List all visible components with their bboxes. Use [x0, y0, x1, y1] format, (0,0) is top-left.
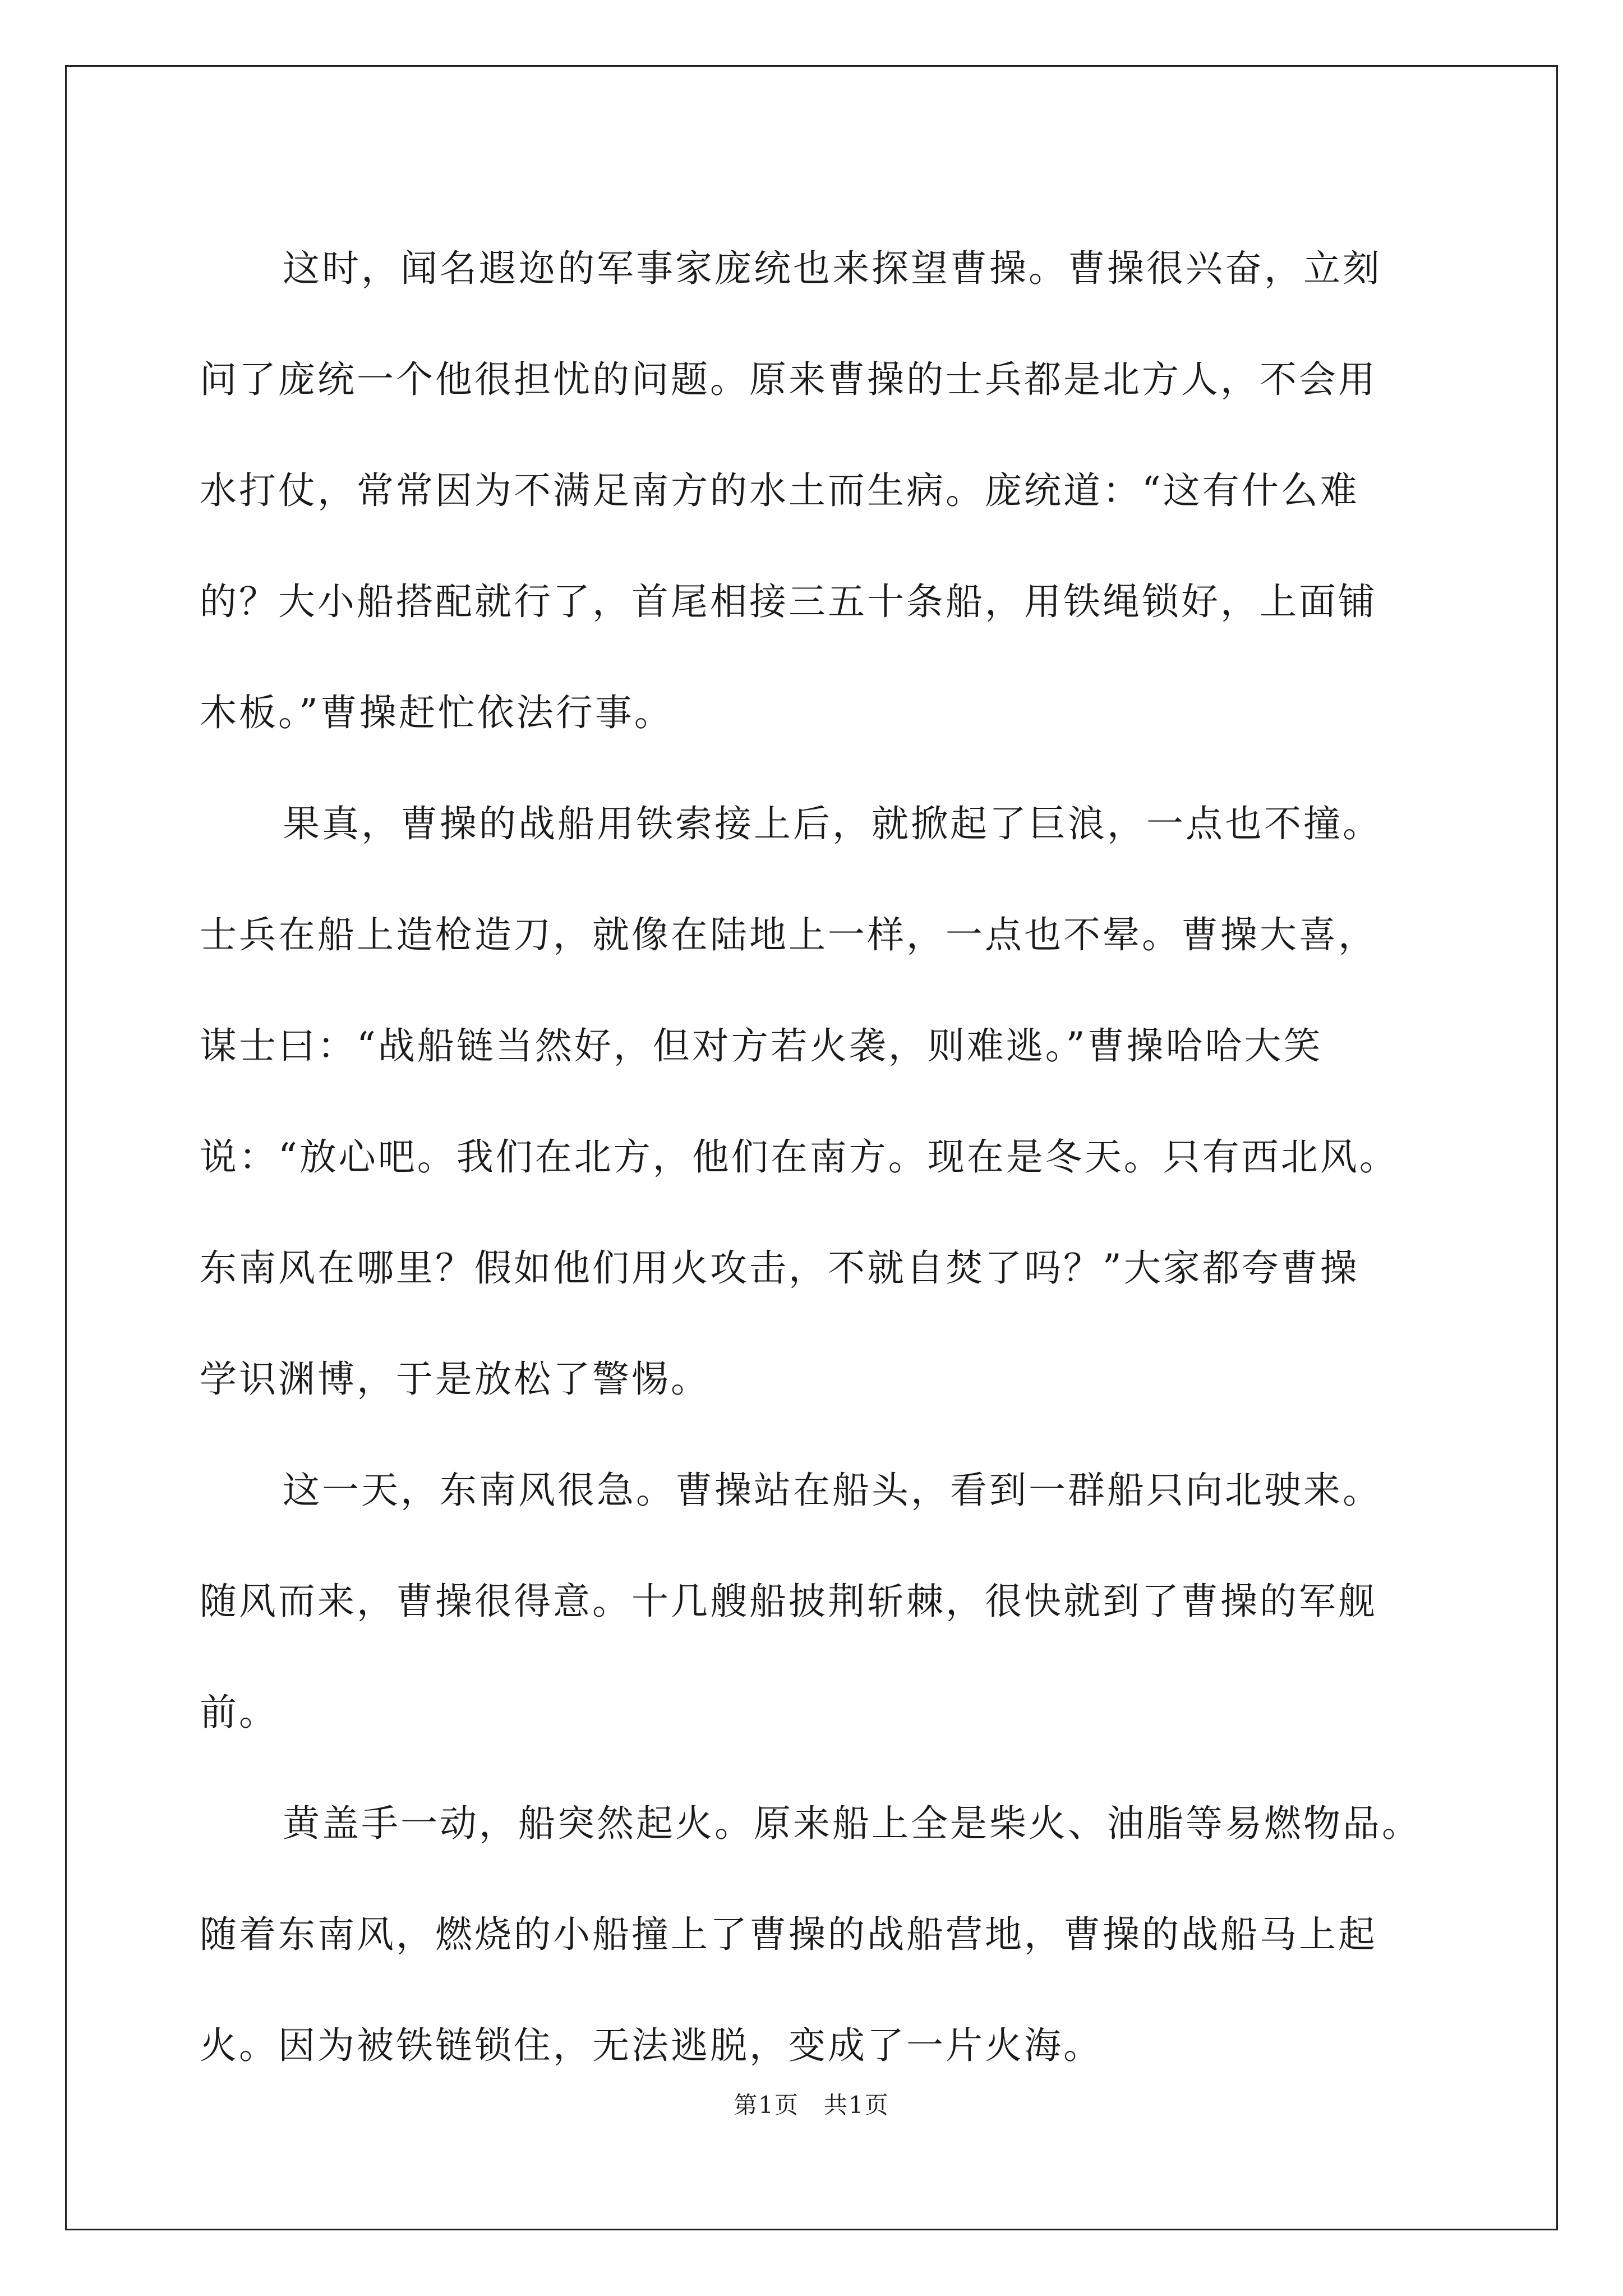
page-footer: 第1页 共1页 — [734, 2091, 889, 2119]
paragraph-4 — [200, 1768, 1467, 2101]
paragraph-line: 问了庞统一个他很担忧的问题。原来曹操的士兵都是北方人，不会用 — [200, 358, 1377, 401]
paragraph-line: 谋士曰：“战船链当然好，但对方若火袭，则难逃。”曹操哈哈大笑 — [200, 1024, 1323, 1068]
paragraph-line: 果真，曹操的战船用铁索接上后，就掀起了巨浪，一点也不撞。 — [283, 802, 1382, 845]
document-body — [200, 213, 1467, 2101]
paragraph-line: 火。因为被铁链锁住，无法逃脱，变成了一片火海。 — [200, 2024, 1103, 2067]
paragraph-1 — [200, 213, 1467, 769]
paragraph-2 — [200, 769, 1467, 1435]
paragraph-line: 这一天，东南风很急。曹操站在船头，看到一群船只向北驶来。 — [283, 1469, 1382, 1512]
paragraph-line: 木板。”曹操赶忙依法行事。 — [200, 691, 674, 734]
paragraph-line: 随着东南风，燃烧的小船撞上了曹操的战船营地，曹操的战船马上起 — [200, 1913, 1377, 1956]
paragraph-line: 东南风在哪里？假如他们用火攻击，不就自焚了吗？”大家都夸曹操 — [200, 1246, 1359, 1290]
paragraph-line: 前。 — [200, 1691, 278, 1734]
paragraph-line: 士兵在船上造枪造刀，就像在陆地上一样，一点也不晕。曹操大喜， — [200, 913, 1377, 956]
paragraph-line: 随风而来，曹操很得意。十几艘船披荆斩棘，很快就到了曹操的军舰 — [200, 1580, 1377, 1623]
paragraph-line: 黄盖手一动，船突然起火。原来船上全是柴火、油脂等易燃物品。 — [283, 1802, 1421, 1845]
paragraph-line: 学识渊博，于是放松了警惕。 — [200, 1358, 710, 1401]
paragraph-3 — [200, 1435, 1467, 1768]
paragraph-line: 的？大小船搭配就行了，首尾相接三五十条船，用铁绳锁好，上面铺 — [200, 580, 1377, 623]
paragraph-line: 这时，闻名遐迩的军事家庞统也来探望曹操。曹操很兴奋，立刻 — [283, 247, 1382, 290]
paragraph-line: 水打仗，常常因为不满足南方的水土而生病。庞统道：“这有什么难 — [200, 469, 1359, 512]
paragraph-line: 说：“放心吧。我们在北方，他们在南方。现在是冬天。只有西北风。 — [200, 1135, 1399, 1179]
